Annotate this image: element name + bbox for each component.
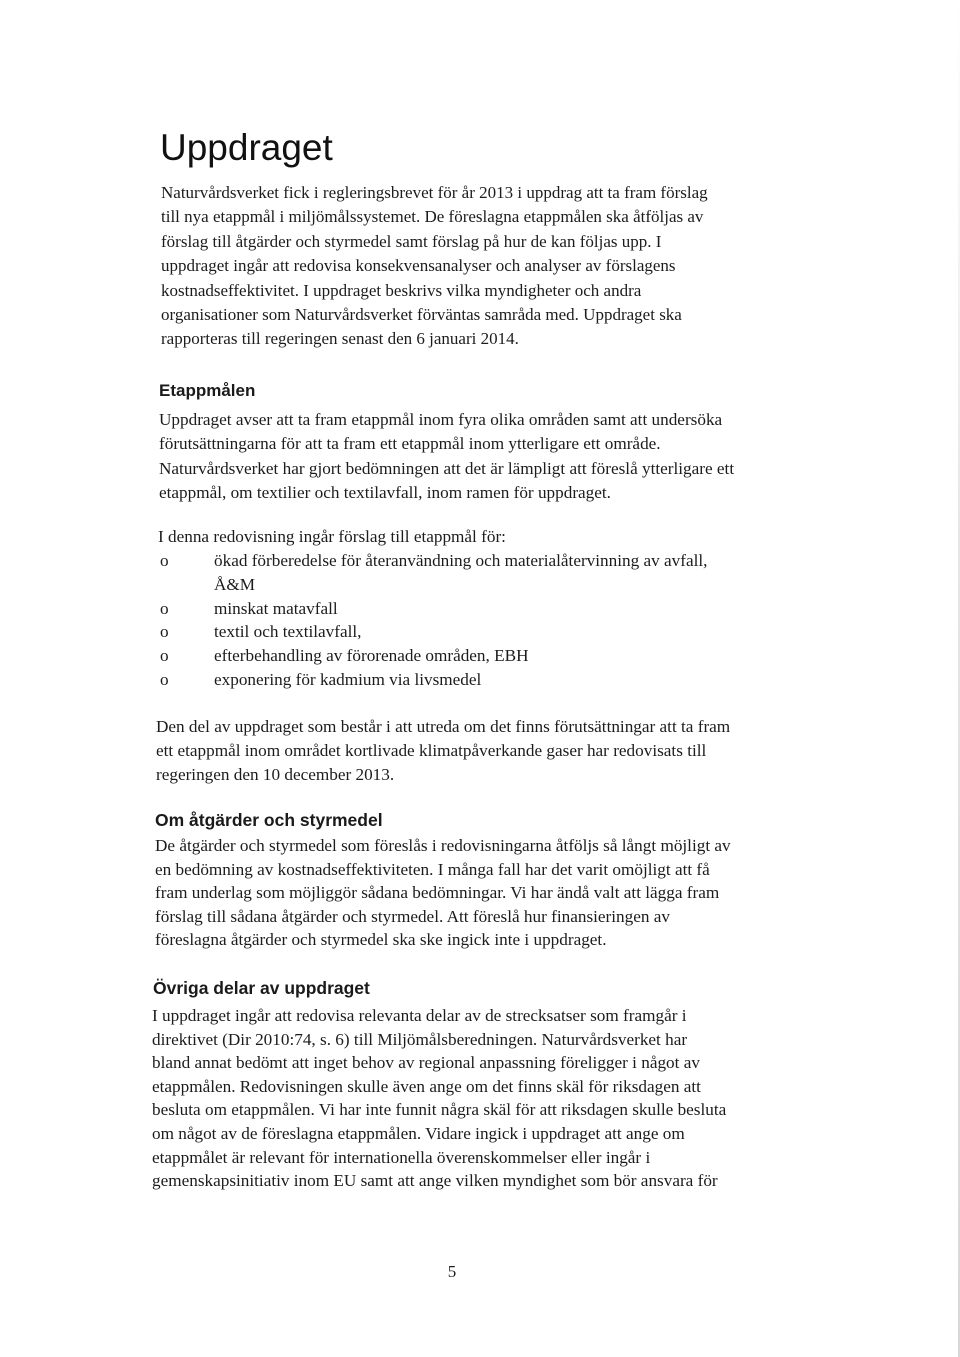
list-item bbox=[158, 644, 778, 668]
bullet-marker: o bbox=[160, 669, 169, 689]
bullet-marker: o bbox=[160, 551, 169, 570]
text-line: uppdraget ingår att redovisa konsekvensanalyser och analyser av förslagens bbox=[161, 256, 676, 276]
goal-list bbox=[158, 549, 778, 692]
text-line: gemenskapsinitiativ inom EU samt att ange vilken myndighet som bör ansvara för bbox=[152, 1171, 718, 1191]
list-item bbox=[158, 620, 778, 644]
text-line: etappmålen. Redovisningen skulle även ange om det finns skäl för riksdagen att bbox=[152, 1076, 701, 1096]
text-line: besluta om etappmålen. Vi har inte funnit några skäl för att riksdagen skulle besluta bbox=[152, 1100, 727, 1120]
section-heading-etappmalen: Etappmålen bbox=[159, 381, 256, 400]
ovriga-paragraph bbox=[152, 1004, 792, 1193]
etappmalen-paragraph bbox=[159, 408, 799, 506]
list-item bbox=[158, 597, 778, 621]
list-item bbox=[158, 668, 778, 692]
text-line: regeringen den 10 december 2013. bbox=[156, 765, 395, 785]
list-item-text: efterbehandling av förorenade områden, EBH bbox=[214, 646, 529, 666]
list-item-text: minskat matavfall bbox=[214, 598, 338, 618]
text-line: förslag till sådana åtgärder och styrmedel. Att föreslå hur finansieringen av bbox=[155, 906, 670, 926]
list-item-text: textil och textilavfall, bbox=[214, 622, 362, 642]
text-line: en bedömning av kostnadseffektiviteten. I många fall har det varit omöjligt att få bbox=[155, 859, 710, 879]
page-number: 5 bbox=[447, 1262, 457, 1281]
list-intro: I denna redovisning ingår förslag till etappmål för: bbox=[158, 527, 506, 546]
closing-paragraph bbox=[156, 715, 796, 788]
text-line: fram underlag som möjliggör sådana bedömningar. Vi har ändå valt att lägga fram bbox=[155, 883, 720, 903]
text-line: Naturvårdsverket har gjort bedömningen att det är lämpligt att föreslå ytterligare ett bbox=[159, 458, 735, 478]
text-line: De åtgärder och styrmedel som föreslås i redovisningarna åtföljs så långt möjligt av bbox=[155, 836, 731, 855]
text-line: etappmål, om textilier och textilavfall, inom ramen för uppdraget. bbox=[159, 483, 611, 503]
text-line: organisationer som Naturvårdsverket förväntas samråda med. Uppdraget ska bbox=[161, 305, 682, 325]
text-line: bland annat bedömt att inget behov av regional anpassning föreligger i något av bbox=[152, 1053, 700, 1073]
atgarder-paragraph bbox=[155, 834, 795, 952]
text-line: ett etappmål inom området kortlivade klimatpåverkande gaser har redovisats till bbox=[156, 741, 707, 761]
text-line: rapporteras till regeringen senast den 6 januari 2014. bbox=[161, 329, 519, 349]
text-line: till nya etappmål i miljömålssystemet. De föreslagna etappmålen ska åtföljas av bbox=[161, 207, 704, 227]
list-item-text: ökad förberedelse för återanvändning och materialåtervinning av avfall, bbox=[214, 551, 708, 570]
bullet-marker: o bbox=[160, 646, 169, 666]
text-line: om något av de föreslagna etappmålen. Vidare ingick i uppdraget att ange om bbox=[152, 1123, 685, 1143]
text-line: etappmålet är relevant för internationella överenskommelser eller ingår i bbox=[152, 1147, 651, 1167]
list-item-text: exponering för kadmium via livsmedel bbox=[214, 669, 482, 689]
text-line: direktivet (Dir 2010:74, s. 6) till Miljömålsberedningen. Naturvårdsverket har bbox=[152, 1029, 688, 1049]
page-title: Uppdraget bbox=[160, 127, 333, 168]
text-line: förutsättningarna för att ta fram ett etappmål inom ytterligare ett område. bbox=[159, 434, 661, 454]
text-line: föreslagna åtgärder och styrmedel ska ske ingick inte i uppdraget. bbox=[155, 930, 607, 950]
list-item-text: Å&M bbox=[214, 574, 256, 594]
text-line: Uppdraget avser att ta fram etappmål inom fyra olika områden samt att undersöka bbox=[159, 410, 723, 429]
text-line: Den del av uppdraget som består i att utreda om det finns förutsättningar att ta fram bbox=[156, 717, 731, 736]
intro-paragraph bbox=[161, 181, 781, 352]
bullet-marker: o bbox=[160, 622, 169, 642]
bullet-marker: o bbox=[160, 598, 169, 618]
text-line: Naturvårdsverket fick i regleringsbrevet för år 2013 i uppdrag att ta fram förslag bbox=[161, 183, 708, 202]
section-heading-ovriga: Övriga delar av uppdraget bbox=[153, 978, 370, 998]
text-line: kostnadseffektivitet. I uppdraget beskrivs vilka myndigheter och andra bbox=[161, 280, 642, 300]
list-item bbox=[158, 549, 778, 597]
section-heading-atgarder: Om åtgärder och styrmedel bbox=[155, 810, 383, 830]
text-line: I uppdraget ingår att redovisa relevanta delar av de strecksatser som framgår i bbox=[152, 1006, 687, 1025]
text-line: förslag till åtgärder och styrmedel samt förslag på hur de kan följas upp. I bbox=[161, 231, 662, 251]
